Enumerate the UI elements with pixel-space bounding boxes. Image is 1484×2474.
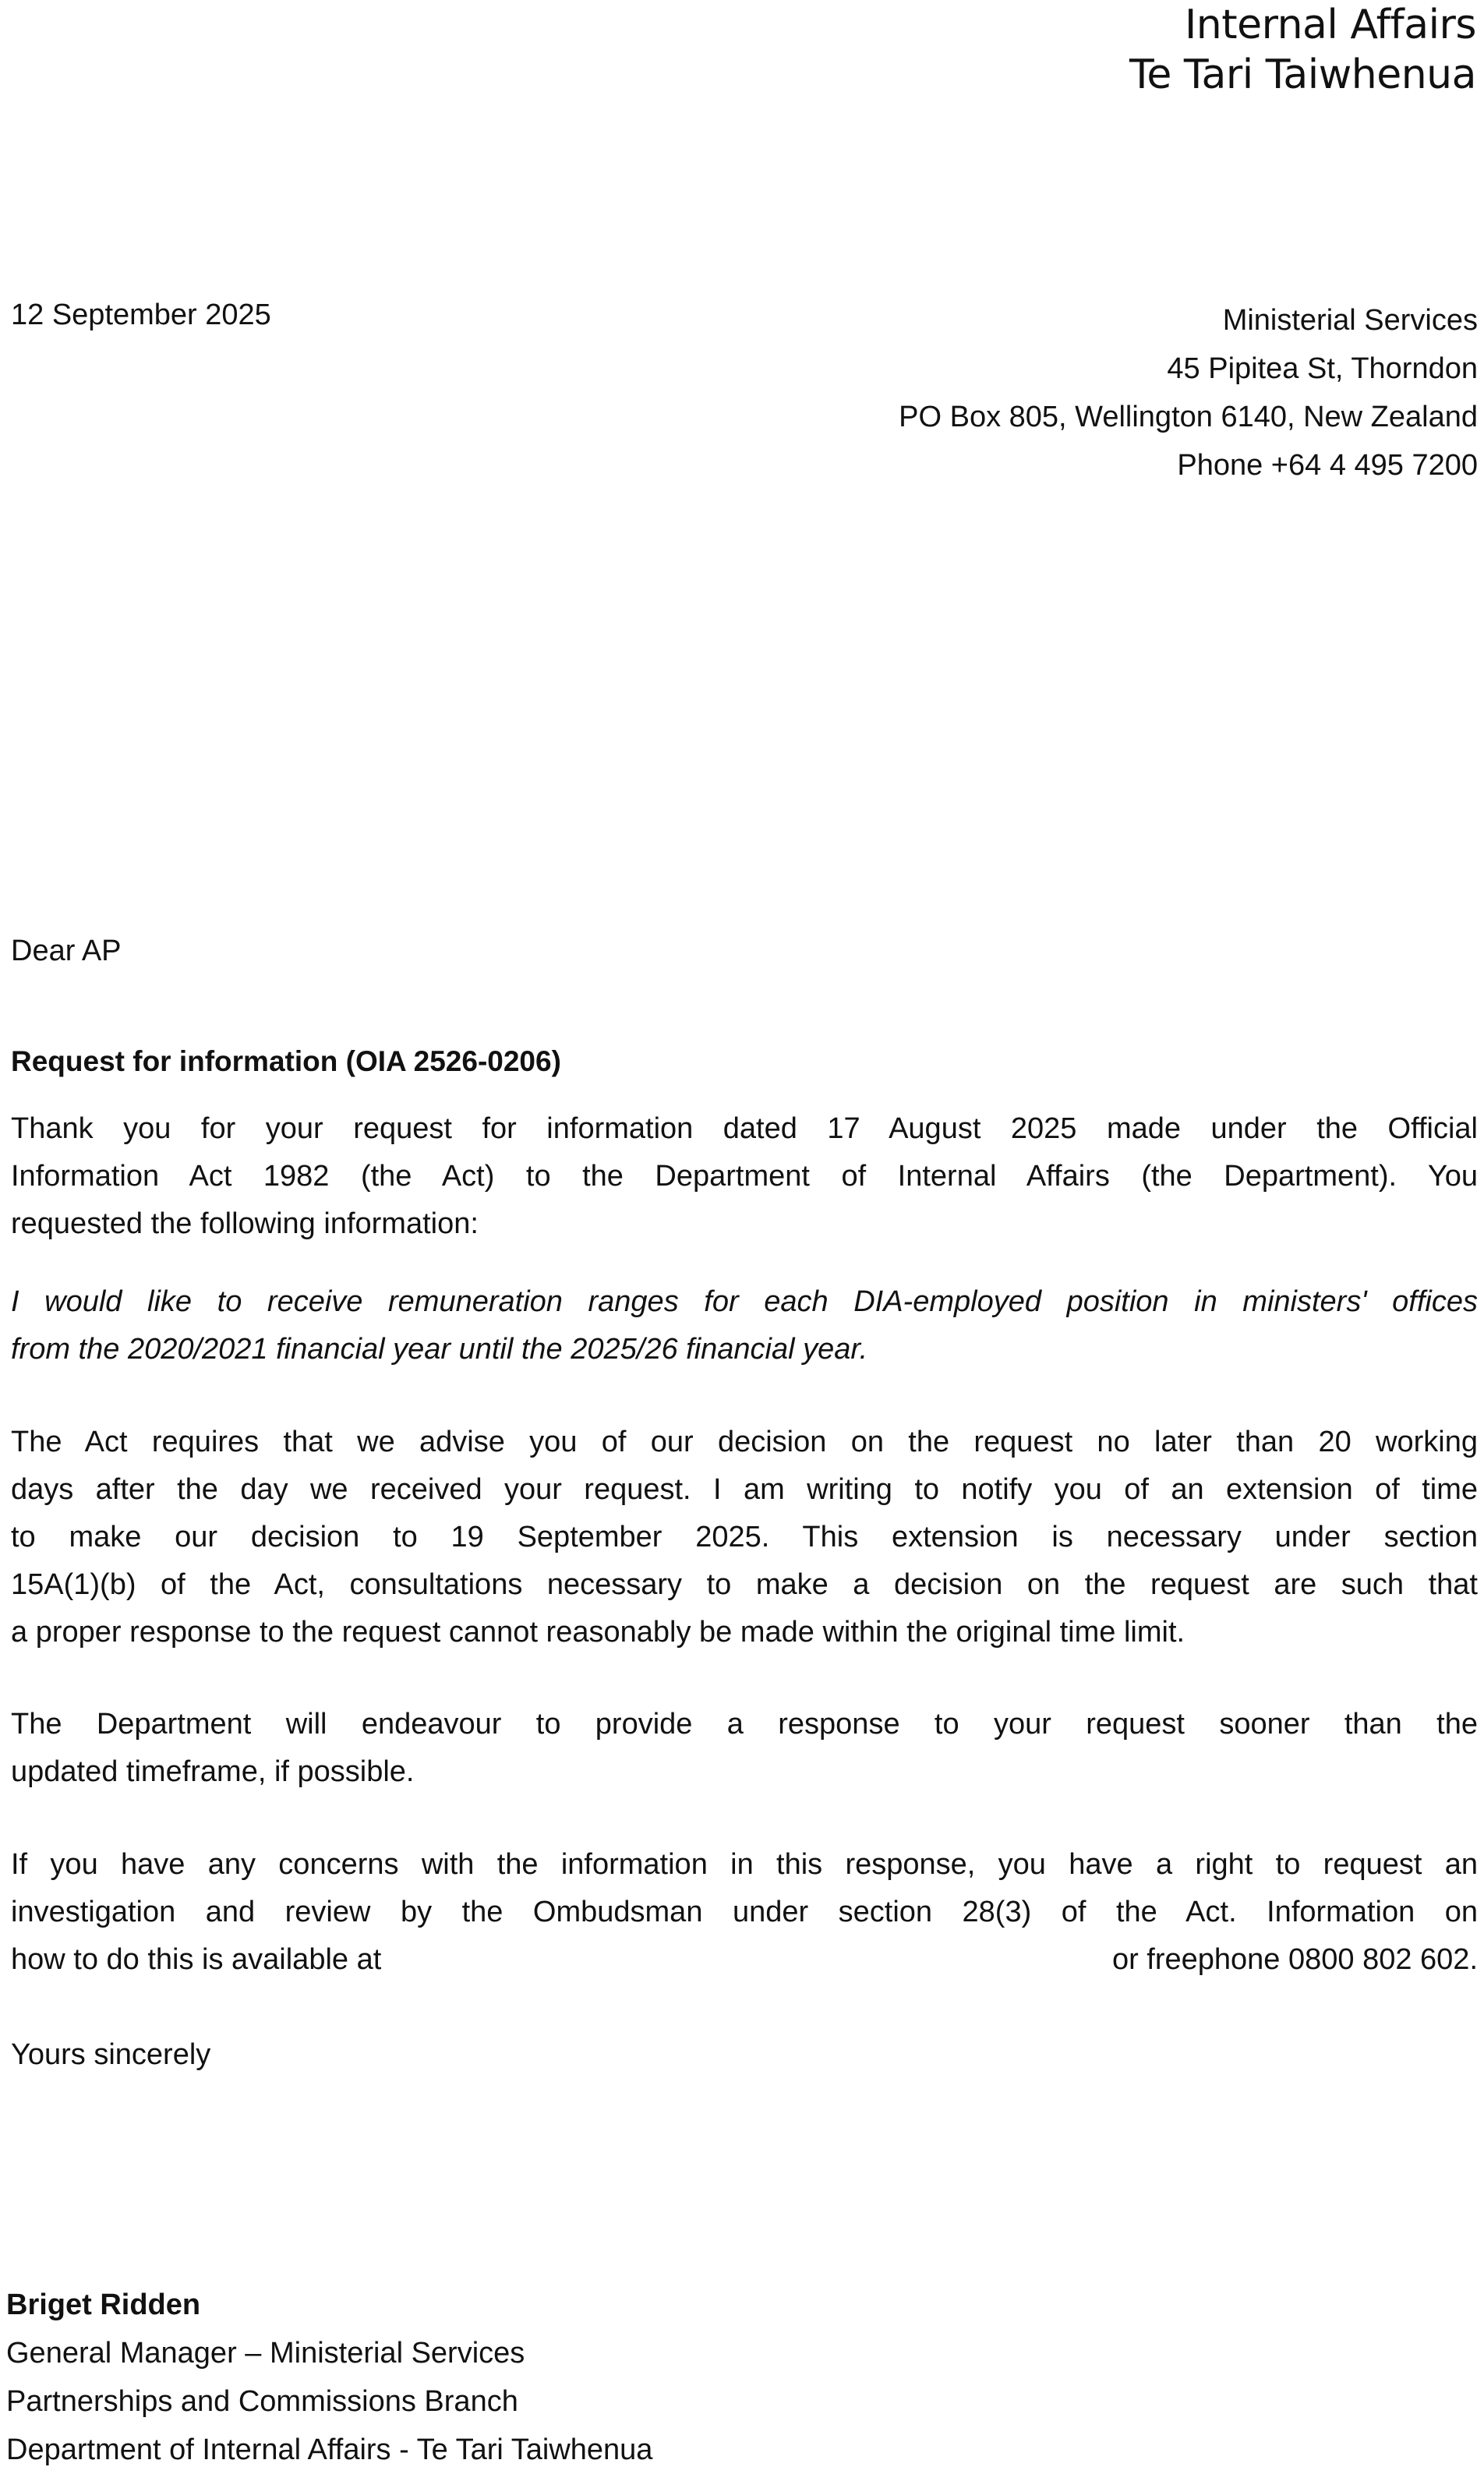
address-street: 45 Pipitea St, Thorndon — [1167, 352, 1478, 385]
paragraph-line: investigation and review by the Ombudsman under section 28(3) of the Act. Information on — [11, 1896, 1478, 1928]
logo-maori-name: Te Tari Taiwhenua — [1129, 51, 1476, 98]
freephone-text: or freephone 0800 802 602. — [1111, 1943, 1478, 1976]
signatory-branch: Partnerships and Commissions Branch — [6, 2385, 518, 2418]
signatory-department: Department of Internal Affairs - Te Tari Taiwhenua — [6, 2433, 653, 2466]
letter-date: 12 September 2025 — [11, 299, 271, 331]
quoted-line: from the 2020/2021 financial year until the 2025/26 financial year. — [11, 1333, 868, 1366]
closing: Yours sincerely — [11, 2038, 211, 2071]
paragraph-ombudsman — [11, 1841, 1478, 1984]
paragraph-timeframe — [11, 1701, 1478, 1796]
signatory-name: Briget Ridden — [6, 2288, 201, 2321]
address-po-box: PO Box 805, Wellington 6140, New Zealand — [899, 401, 1478, 433]
paragraph-line: requested the following information: — [11, 1207, 479, 1240]
paragraph-line — [11, 1936, 1478, 1984]
paragraph-extension — [11, 1419, 1478, 1656]
signature-block — [6, 2281, 652, 2474]
address-unit: Ministerial Services — [1222, 304, 1478, 337]
logo-english-name: Internal Affairs — [1184, 2, 1476, 48]
paragraph-line: updated timeframe, if possible. — [11, 1755, 415, 1788]
letter-subject: Request for information (OIA 2526-0206) — [11, 1045, 561, 1077]
signatory-title: General Manager – Ministerial Services — [6, 2337, 525, 2370]
paragraph-line: Information Act 1982 (the Act) to the Department of Internal Affairs (the Department). You — [11, 1160, 1478, 1193]
paragraph-line: a proper response to the request cannot reasonably be made within the original time limit. — [11, 1616, 1185, 1649]
paragraph-line: The Act requires that we advise you of our decision on the request no later than 20 working — [11, 1426, 1478, 1458]
salutation: Dear AP — [11, 935, 122, 967]
paragraph-line: The Department will endeavour to provide a response to your request sooner than the — [11, 1708, 1478, 1741]
paragraph-line: If you have any concerns with the information in this response, you have a right to request an — [11, 1848, 1478, 1881]
paragraph-acknowledgement — [11, 1105, 1478, 1248]
quoted-request — [11, 1278, 1478, 1373]
paragraph-line: Thank you for your request for information dated 17 August 2025 made under the Official — [11, 1112, 1478, 1145]
paragraph-line: 15A(1)(b) of the Act, consultations necessary to make a decision on the request are such that — [11, 1568, 1478, 1601]
paragraph-line: to make our decision to 19 September 2025. This extension is necessary under section — [11, 1521, 1478, 1553]
paragraph-line: days after the day we received your request. I am writing to notify you of an extension of time — [11, 1473, 1478, 1506]
sender-address — [899, 296, 1478, 489]
quoted-line: I would like to receive remuneration ranges for each DIA-employed position in ministers' offices — [11, 1285, 1478, 1318]
ombudsman-info-text: how to do this is available at — [11, 1943, 382, 1976]
address-phone: Phone +64 4 495 7200 — [1177, 449, 1478, 482]
department-logo — [1129, 0, 1476, 100]
